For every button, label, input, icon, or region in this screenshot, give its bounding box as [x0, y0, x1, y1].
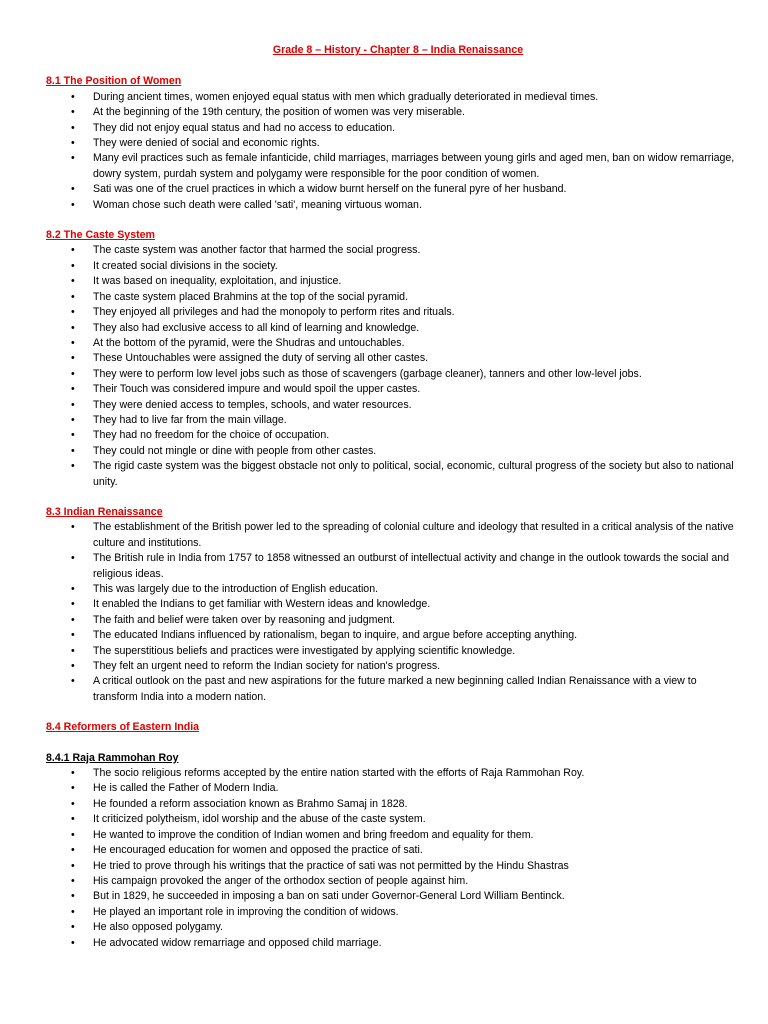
section-position-of-women	[46, 74, 738, 213]
list-item: • But in 1829, he succeeded in imposing a ban on sati under Governor-General Lord William Bentinck.	[46, 889, 738, 904]
list-item: • They felt an urgent need to reform the Indian society for nation's progress.	[46, 659, 738, 674]
list-item: • During ancient times, women enjoyed equal status with men which gradually deteriorated in medieval times.	[46, 90, 738, 105]
list-item: • The educated Indians influenced by rationalism, began to inquire, and argue before accepting anything.	[46, 628, 738, 643]
list-item: • It criticized polytheism, idol worship and the abuse of the caste system.	[46, 812, 738, 827]
list-item: • He tried to prove through his writings that the practice of sati was not permitted by the Hindu Shastras	[46, 859, 738, 874]
list-item: • They also had exclusive access to all kind of learning and knowledge.	[46, 321, 738, 336]
list-item: • The superstitious beliefs and practices were investigated by applying scientific knowledge.	[46, 644, 738, 659]
list-item: • They were denied of social and economic rights.	[46, 136, 738, 151]
list-item: • It was based on inequality, exploitation, and injustice.	[46, 274, 738, 289]
list-item: • He founded a reform association known as Brahmo Samaj in 1828.	[46, 797, 738, 812]
list-item: • At the bottom of the pyramid, were the Shudras and untouchables.	[46, 336, 738, 351]
list-item: • A critical outlook on the past and new aspirations for the future marked a new beginning called Indian Renaissance with a view to transform India into a modern nation.	[46, 674, 738, 705]
list-item: • It enabled the Indians to get familiar with Western ideas and knowledge.	[46, 597, 738, 612]
list-item: • They were to perform low level jobs such as those of scavengers (garbage cleaner), tanners and other low-level jobs.	[46, 367, 738, 382]
list-item: • This was largely due to the introduction of English education.	[46, 582, 738, 597]
list-item: • Their Touch was considered impure and would spoil the upper castes.	[46, 382, 738, 397]
bullet-list	[46, 90, 738, 213]
list-item: • He wanted to improve the condition of Indian women and bring freedom and equality for them.	[46, 828, 738, 843]
section-indian-renaissance	[46, 505, 738, 705]
section-heading: 8.4 Reformers of Eastern India	[46, 721, 200, 734]
list-item: • The socio religious reforms accepted by the entire nation started with the efforts of Raja Rammohan Roy.	[46, 766, 738, 781]
list-item: • The rigid caste system was the biggest obstacle not only to political, social, economic, cultural progress of the society but also to national unity.	[46, 459, 738, 490]
list-item: • At the beginning of the 19th century, the position of women was very miserable.	[46, 105, 738, 120]
list-item: • Many evil practices such as female infanticide, child marriages, marriages between young girls and aged men, ban on widow remarriage, dowry system, purdah system and polygamy were responsible for the poor condition of women.	[46, 151, 738, 182]
list-item: • The caste system placed Brahmins at the top of the social pyramid.	[46, 290, 738, 305]
subsection-heading: 8.4.1 Raja Rammohan Roy	[46, 751, 179, 764]
list-item: • They enjoyed all privileges and had the monopoly to perform rites and rituals.	[46, 305, 738, 320]
list-item: • They had no freedom for the choice of occupation.	[46, 428, 738, 443]
list-item: • He also opposed polygamy.	[46, 920, 738, 935]
list-item: • They had to live far from the main village.	[46, 413, 738, 428]
list-item: • The caste system was another factor that harmed the social progress.	[46, 243, 738, 258]
section-caste-system	[46, 228, 738, 490]
bullet-list	[46, 520, 738, 705]
list-item: • They did not enjoy equal status and had no access to education.	[46, 121, 738, 136]
list-item: • Sati was one of the cruel practices in which a widow burnt herself on the funeral pyre of her husband.	[46, 182, 738, 197]
list-item: • Woman chose such death were called 'sati', meaning virtuous woman.	[46, 198, 738, 213]
list-item: • The establishment of the British power led to the spreading of colonial culture and ideology that resulted in a critical analysis of the native culture and institutions.	[46, 520, 738, 551]
list-item: • He played an important role in improving the condition of widows.	[46, 905, 738, 920]
list-item: • It created social divisions in the society.	[46, 259, 738, 274]
bullet-list	[46, 243, 738, 490]
document-title: Grade 8 – History - Chapter 8 – India Renaissance	[272, 44, 524, 56]
list-item: • These Untouchables were assigned the duty of serving all other castes.	[46, 351, 738, 366]
list-item: • They were denied access to temples, schools, and water resources.	[46, 398, 738, 413]
list-item: • They could not mingle or dine with people from other castes.	[46, 444, 738, 459]
list-item: • He advocated widow remarriage and opposed child marriage.	[46, 936, 738, 951]
bullet-list	[46, 766, 738, 951]
list-item: • The faith and belief were taken over by reasoning and judgment.	[46, 613, 738, 628]
section-heading: 8.3 Indian Renaissance	[46, 505, 163, 518]
section-heading: 8.2 The Caste System	[46, 229, 155, 242]
section-heading: 8.1 The Position of Women	[46, 75, 182, 88]
list-item: • His campaign provoked the anger of the orthodox section of people against him.	[46, 874, 738, 889]
list-item: • He is called the Father of Modern India.	[46, 781, 738, 796]
list-item: • The British rule in India from 1757 to 1858 witnessed an outburst of intellectual activity and change in the outlook towards the social and religious ideas.	[46, 551, 738, 582]
list-item: • He encouraged education for women and opposed the practice of sati.	[46, 843, 738, 858]
section-reformers-eastern-india	[46, 720, 738, 951]
